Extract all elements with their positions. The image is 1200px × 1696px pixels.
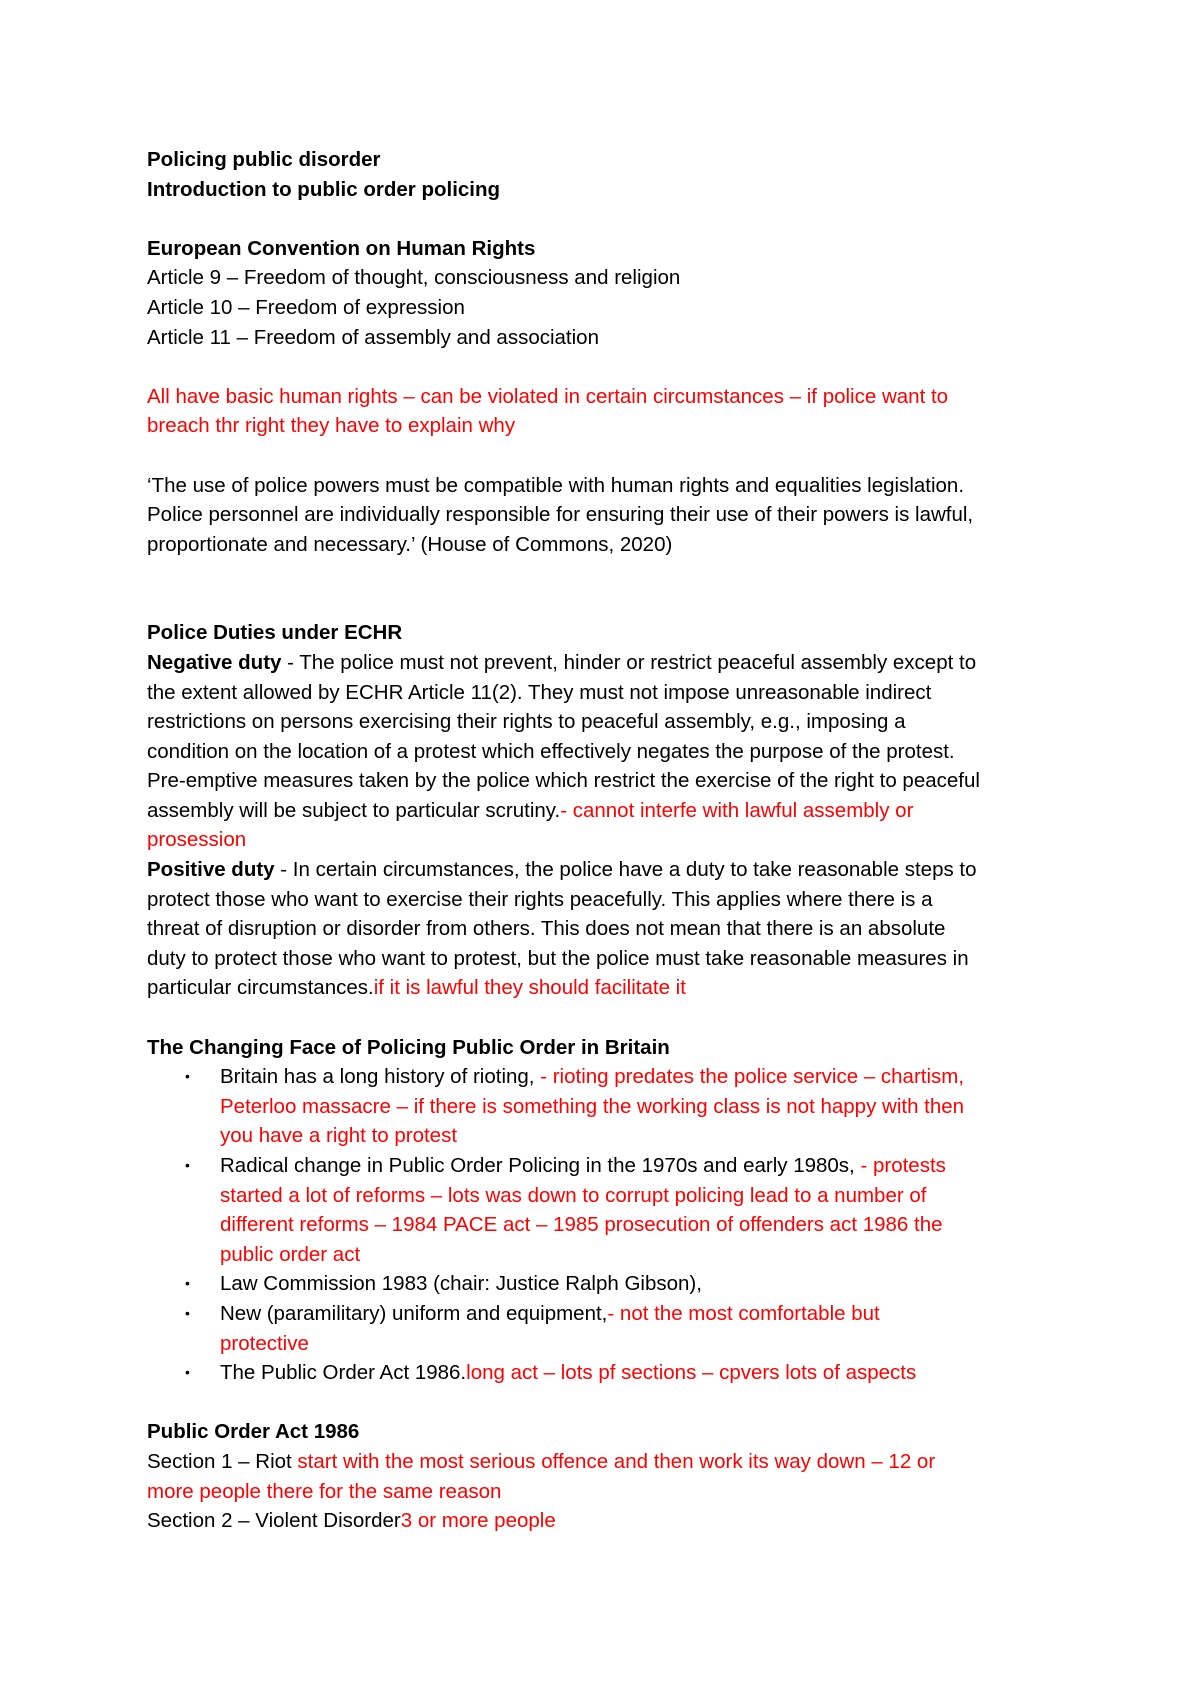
negative-duty-line: Pre-emptive measures taken by the police which restrict the exercise of the right to peaceful [147,769,980,793]
list-item-note: long act – lots pf sections – cpvers lots of aspects [466,1361,917,1385]
list-item-text: New (paramilitary) uniform and equipment, [220,1301,608,1325]
negative-duty-line: the extent allowed by ECHR Article 11(2). They must not impose unreasonable indirect [147,680,932,704]
bullet-icon: • [185,1304,190,1321]
positive-duty-note: if it is lawful they should facilitate it [373,976,686,1000]
bullet-icon: • [185,1275,190,1292]
quote-line: Police personnel are individually responsible for ensuring their use of their powers is lawful, [147,503,974,527]
article-10: Article 10 – Freedom of expression [147,295,465,319]
positive-duty-line: duty to protect those who want to protest, but the police must take reasonable measures in [147,946,969,970]
negative-duty-line [147,648,1100,678]
quote-line: ‘The use of police powers must be compatible with human rights and equalities legislation. [147,473,965,497]
list-item [147,1269,1100,1299]
positive-duty-line [147,855,1100,885]
list-item-note: protective [220,1331,309,1355]
spacer [147,1388,1100,1418]
bullet-icon: • [185,1068,190,1085]
document-title: Policing public disorder [147,148,381,171]
positive-duty-label: Positive duty [147,858,275,882]
negative-duty-note: - cannot interfe with lawful assembly or [560,798,914,822]
list-item [147,1358,1100,1388]
poa-section-text: Section 1 – Riot [147,1449,298,1473]
negative-duty-line: condition on the location of a protest which effectively negates the purpose of the protest. [147,739,955,763]
negative-duty-text: - The police must not prevent, hinder or restrict peaceful assembly except to [281,650,977,674]
spacer [147,559,1100,618]
poa-section-line [147,1447,1100,1477]
positive-duty-text: - In certain circumstances, the police have a duty to take reasonable steps to [274,858,977,882]
poa-heading: Public Order Act 1986 [147,1420,360,1444]
negative-duty-label: Negative duty [147,650,282,674]
list-item-line [220,1151,1100,1181]
poa-section-text: Section 2 – Violent Disorder [147,1509,401,1533]
list-item [147,1062,1100,1151]
list-item [147,1151,1100,1269]
duties-heading: Police Duties under ECHR [147,621,403,645]
negative-duty-line: restrictions on persons exercising their rights to peaceful assembly, e.g., imposing a [147,710,906,734]
list-item-line [220,1358,1100,1388]
poa-section-note: start with the most serious offence and then work its way down – 12 or [297,1449,936,1473]
list-item-text: Radical change in Public Order Policing in the 1970s and early 1980s, [220,1154,861,1177]
negative-duty-line [147,796,1100,826]
spacer [147,441,1100,471]
negative-duty-note: prosession [147,828,247,852]
list-item-note: public order act [220,1242,361,1266]
list-item-line [220,1269,1100,1299]
list-item [147,1299,1100,1358]
spacer [147,352,1100,382]
positive-duty-line: protect those who want to exercise their rights peacefully. This applies where there is a [147,887,933,911]
list-item-note: different reforms – 1984 PACE act – 1985 prosecution of offenders act 1986 the [220,1213,943,1237]
poa-section-line [147,1506,1100,1536]
negative-duty-text: assembly will be subject to particular scrutiny. [147,798,561,822]
list-item-text: Britain has a long history of rioting, [220,1065,541,1089]
list-item-note: - rioting predates the police service – chartism, [540,1065,965,1089]
spacer [147,204,1100,234]
rights-note-line: All have basic human rights – can be violated in certain circumstances – if police want to [147,384,949,408]
poa-section-note: 3 or more people [400,1509,556,1533]
positive-duty-line: threat of disruption or disorder from others. This does not mean that there is an absolute [147,917,946,941]
bullet-icon: • [185,1157,190,1173]
list-item-note: - not the most comfortable but [607,1301,880,1325]
poa-section-note: more people there for the same reason [147,1479,502,1503]
bullet-icon: • [185,1364,190,1381]
article-9: Article 9 – Freedom of thought, consciousness and religion [147,266,681,290]
list-item-text: The Public Order Act 1986. [220,1361,467,1385]
changing-face-heading: The Changing Face of Policing Public Order in Britain [147,1035,670,1059]
list-item-note: Peterloo massacre – if there is something the working class is not happy with then [220,1094,965,1118]
list-item-note: - protests [860,1154,946,1177]
list-item-text: Law Commission 1983 (chair: Justice Ralph Gibson), [220,1272,702,1296]
changing-face-list [147,1062,1100,1388]
rights-note-line: breach thr right they have to explain why [147,414,516,438]
list-item-note: started a lot of reforms – lots was down to corrupt policing lead to a number of [220,1183,927,1207]
spacer [147,1003,1100,1033]
document-subtitle: Introduction to public order policing [147,177,501,201]
list-item-line [220,1062,1100,1092]
list-item-note: you have a right to protest [220,1124,458,1148]
positive-duty-text: particular circumstances. [147,976,374,1000]
quote-line: proportionate and necessary.’ (House of Commons, 2020) [147,532,673,556]
positive-duty-line [147,973,1100,1003]
list-item-line [220,1299,1100,1329]
echr-heading: European Convention on Human Rights [147,236,536,260]
article-11: Article 11 – Freedom of assembly and association [147,325,599,349]
